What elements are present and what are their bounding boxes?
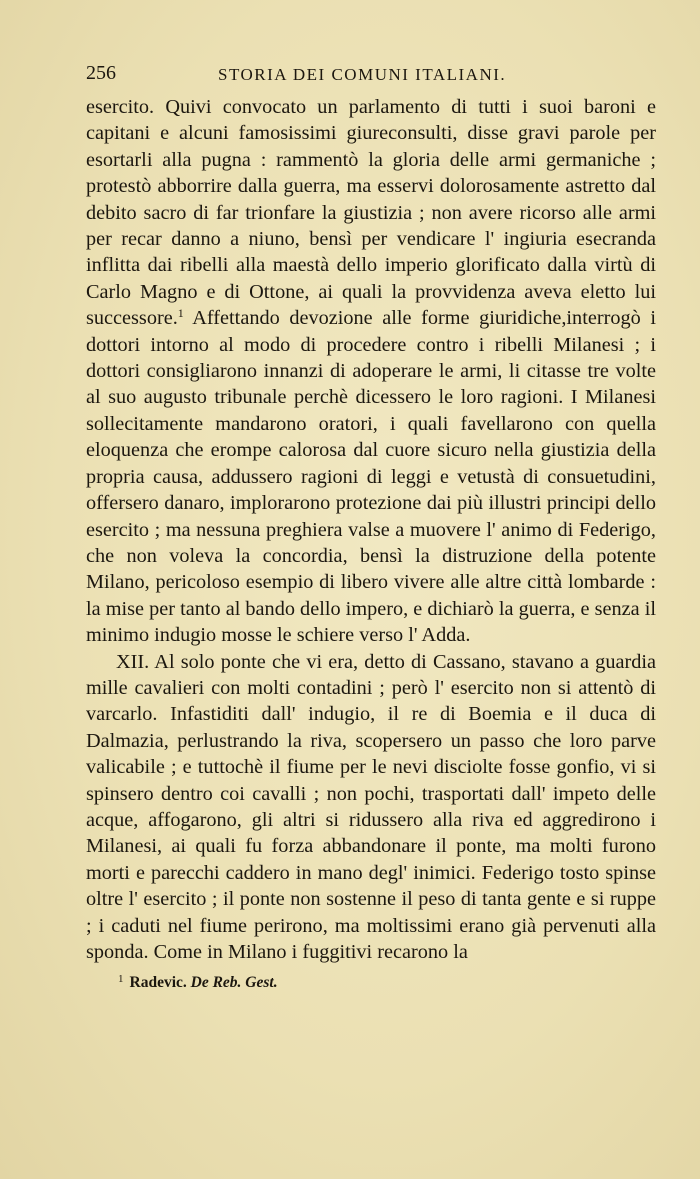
paragraph-section-xii: XII. Al solo ponte che vi era, detto di Cassano, stavano a guardia mille cavalieri con molti contadini ; però l' esercito non si attentò di varcarlo. Infastiditi dall' indugio, il re di Boemia e il duca di Dalmazia, perlustrando la riva, scopersero un passo che loro parve valicabile ; e tuttochè il fiume per le nevi disciolte fosse gonfio, vi si spinsero dentro coi cavalli ; non pochi, trasportati dall' impeto delle acque, affogarono, gli altri si ridussero alla riva ed aggredirono i Milanesi, ai quali fu forza abbandonare il ponte, ma molti furono morti e parecchi caddero in mano degl' inimici. Federigo tosto spinse oltre l' esercito ; il ponte non sostenne il peso di tanta gente e si ruppe ; i caduti nel fiume perirono, ma moltissimi erano già pervenuti alla sponda. Come in Milano i fuggitivi recarono la	[86, 650, 656, 963]
footnote-reference: 1	[177, 306, 184, 321]
book-page	[86, 62, 656, 993]
footnote	[118, 969, 656, 993]
running-head	[86, 62, 656, 92]
paragraph-text-part-1: esercito. Quivi convocato un parlamento di tutti i suoi baroni e capitani e alcuni famosissimi giureconsulti, disse gravi parole per esortarli alla pugna : rammentò la gloria delle armi germaniche ; protestò abborrire dalla guerra, ma esservi dolorosamente astretto dal debito sacro di far trionfare la giustizia ; non avere ricorso alle armi per recar danno a niuno, bensì per vendicare l' ingiuria esecranda inflitta dai ribelli alla maestà dello imperio glorificato dalla virtù di Carlo Magno e di Ottone, ai quali la provvidenza aveva eletto lui successore.	[86, 96, 656, 330]
footnote-mark: 1	[118, 973, 124, 986]
page-number: 256	[86, 62, 116, 84]
body-text	[86, 94, 656, 965]
footnote-author: Radevic.	[129, 974, 187, 992]
paragraph-text-part-2: Affettando devozione alle forme giuridiche,interrogò i dottori intorno al modo di procedere contro i ribelli Milanesi ; i dottori consigliarono innanzi di adoperare le armi, li citasse tre volte al suo augusto tribunale perchè dicessero le loro ragioni. I Milanesi sollecitamente mandarono oratori, i quali favellarono con quella eloquenza che erompe calorosa dal cuore sicuro nella giustizia della propria causa, addussero ragioni di leggi e vetustà di consuetudini, offersero danaro, implorarono protezione dai più illustri principi dello esercito ; ma nessuna preghiera valse a muovere l' animo di Federigo, che non voleva la concordia, bensì la distruzione della potente Milano, pericoloso esempio di libero vivere alle altre città lombarde : la mise per tanto al bando dello impero, e dichiarò la guerra, e senza il minimo indugio mosse le schiere verso l' Adda.	[86, 307, 656, 647]
footnote-work: De Reb. Gest.	[190, 974, 278, 992]
running-title: STORIA DEI COMUNI ITALIANI.	[218, 65, 507, 84]
paragraph-continued	[86, 94, 656, 649]
